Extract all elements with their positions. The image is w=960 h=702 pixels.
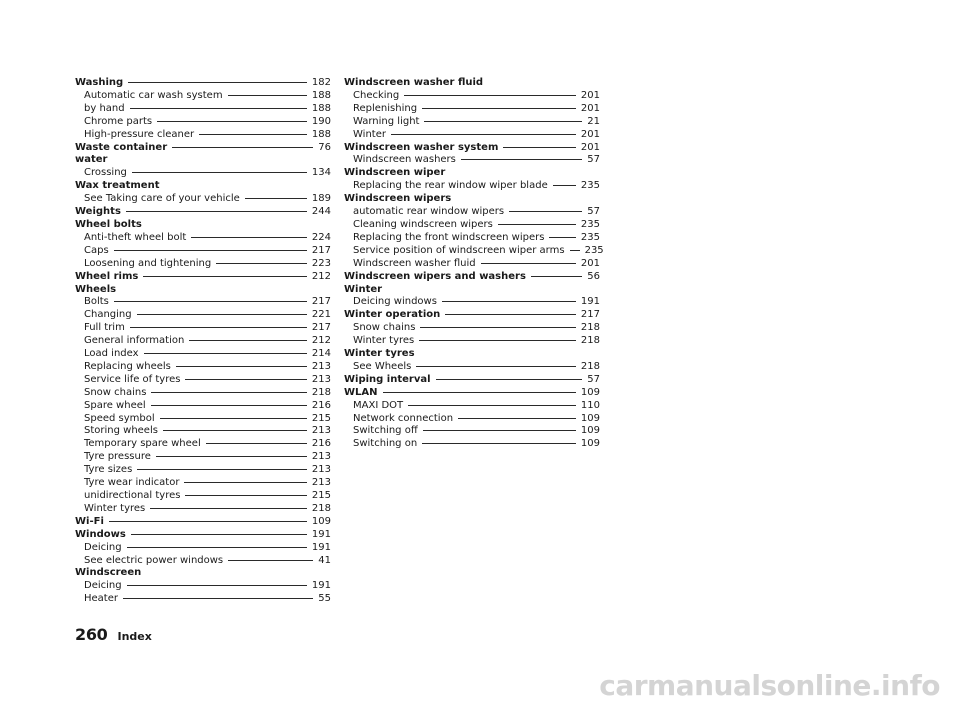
entry-term: Windscreen wipers bbox=[344, 193, 452, 205]
entry-term: Wheel bolts bbox=[75, 218, 142, 230]
leader-line bbox=[130, 327, 307, 328]
entry-page-number: 182 bbox=[311, 77, 331, 88]
entry-term: Wax treatment bbox=[75, 180, 160, 192]
entry-term: Winter operation bbox=[344, 309, 441, 321]
leader-line bbox=[419, 340, 576, 341]
leader-line bbox=[509, 211, 582, 212]
leader-line bbox=[422, 443, 576, 444]
entry-page-number: 188 bbox=[311, 102, 331, 114]
index-entry bbox=[75, 529, 331, 542]
index-entry bbox=[75, 374, 331, 387]
index-entry bbox=[344, 309, 600, 322]
index-entry bbox=[75, 542, 331, 555]
entry-page-number: 109 bbox=[580, 412, 600, 424]
index-entry bbox=[75, 387, 331, 400]
entry-term: Washing bbox=[75, 77, 124, 88]
entry-page-number: 224 bbox=[311, 231, 331, 243]
leader-line bbox=[109, 521, 307, 522]
index-entry bbox=[75, 245, 331, 258]
page-number: 260 bbox=[75, 625, 108, 644]
entry-term: Winter tyres bbox=[84, 502, 146, 514]
index-entry bbox=[75, 154, 331, 167]
entry-term: Speed symbol bbox=[84, 412, 155, 424]
entry-term: Chrome parts bbox=[84, 115, 153, 127]
index-entry bbox=[75, 322, 331, 335]
entry-term: Heater bbox=[84, 593, 118, 605]
entry-term: Wheel rims bbox=[75, 270, 139, 282]
index-entry bbox=[344, 142, 600, 155]
entry-term: Wiping interval bbox=[344, 373, 431, 385]
watermark: carmanualsonline.info bbox=[599, 669, 940, 702]
leader-line bbox=[383, 392, 576, 393]
entry-term: WLAN bbox=[344, 386, 378, 398]
entry-page-number: 235 bbox=[584, 244, 604, 256]
index-entry bbox=[75, 271, 331, 284]
entry-page-number: 41 bbox=[318, 554, 331, 566]
leader-line bbox=[137, 469, 307, 470]
entry-page-number: 213 bbox=[311, 477, 331, 489]
index-entry bbox=[75, 335, 331, 348]
entry-term: Switching off bbox=[353, 425, 418, 437]
entry-term: Wi-Fi bbox=[75, 515, 104, 527]
entry-page-number: 217 bbox=[311, 322, 331, 334]
leader-line bbox=[160, 418, 307, 419]
entry-term: See electric power windows bbox=[84, 554, 224, 566]
entry-page-number: 215 bbox=[311, 412, 331, 424]
leader-line bbox=[422, 108, 576, 109]
entry-page-number: 221 bbox=[311, 309, 331, 321]
index-entry bbox=[344, 232, 600, 245]
entry-page-number: 56 bbox=[587, 270, 600, 282]
entry-term: Windscreen wiper bbox=[344, 167, 446, 179]
index-entry bbox=[75, 348, 331, 361]
index-entry bbox=[75, 193, 331, 206]
entry-page-number: 191 bbox=[580, 296, 600, 308]
leader-line bbox=[408, 405, 576, 406]
entry-term: Windscreen washer fluid bbox=[344, 77, 484, 88]
entry-term: Warning light bbox=[353, 115, 420, 127]
index-entry bbox=[75, 90, 331, 103]
index-entry bbox=[344, 244, 604, 258]
entry-page-number: 218 bbox=[580, 360, 600, 372]
leader-line bbox=[163, 430, 307, 431]
index-entry bbox=[344, 400, 600, 413]
index-entry bbox=[344, 322, 600, 335]
index-entry bbox=[344, 90, 600, 103]
index-entry bbox=[344, 387, 600, 400]
leader-line bbox=[458, 418, 576, 419]
entry-term: Deicing bbox=[84, 541, 122, 553]
index-entry bbox=[75, 580, 331, 593]
index-entry bbox=[344, 425, 600, 438]
entry-page-number: 134 bbox=[311, 167, 331, 179]
index-column-right bbox=[344, 77, 604, 451]
entry-page-number: 212 bbox=[311, 270, 331, 282]
entry-term: automatic rear window wipers bbox=[353, 206, 505, 218]
leader-line bbox=[132, 172, 307, 173]
entry-term: Winter tyres bbox=[344, 348, 415, 360]
index-entry bbox=[75, 555, 331, 568]
index-entry bbox=[344, 413, 600, 426]
entry-term: Crossing bbox=[84, 167, 127, 179]
entry-term: Winter tyres bbox=[353, 335, 415, 347]
page-footer bbox=[75, 625, 152, 644]
entry-page-number: 201 bbox=[580, 128, 600, 140]
leader-line bbox=[549, 237, 575, 238]
index-entry bbox=[344, 296, 600, 309]
entry-term: Replacing the rear window wiper blade bbox=[353, 180, 548, 192]
leader-line bbox=[114, 250, 307, 251]
index-entry bbox=[75, 180, 331, 193]
entry-page-number: 217 bbox=[311, 296, 331, 308]
index-entry bbox=[75, 567, 331, 580]
entry-page-number: 214 bbox=[311, 348, 331, 360]
leader-line bbox=[130, 108, 307, 109]
leader-line bbox=[172, 147, 313, 148]
entry-term: by hand bbox=[84, 102, 125, 114]
leader-line bbox=[185, 495, 306, 496]
entry-page-number: 235 bbox=[580, 231, 600, 243]
entry-page-number: 218 bbox=[311, 386, 331, 398]
leader-line bbox=[461, 159, 582, 160]
entry-page-number: 215 bbox=[311, 490, 331, 501]
entry-page-number: 191 bbox=[311, 528, 331, 540]
index-entry bbox=[75, 309, 331, 322]
index-entry bbox=[344, 180, 600, 193]
entry-term: Storing wheels bbox=[84, 425, 158, 437]
index-entry bbox=[75, 438, 331, 451]
index-entry bbox=[75, 232, 331, 245]
leader-line bbox=[144, 353, 307, 354]
index-entry bbox=[75, 258, 331, 271]
entry-term: Windscreen washer system bbox=[344, 141, 499, 153]
entry-page-number: 216 bbox=[311, 438, 331, 450]
entry-page-number: 76 bbox=[318, 141, 331, 153]
leader-line bbox=[498, 224, 576, 225]
entry-page-number: 217 bbox=[311, 244, 331, 256]
index-entry bbox=[344, 193, 600, 206]
entry-page-number: 218 bbox=[580, 335, 600, 347]
index-entry bbox=[344, 438, 600, 451]
index-entry bbox=[344, 167, 600, 180]
index-entry bbox=[75, 464, 331, 477]
leader-line bbox=[151, 392, 306, 393]
leader-line bbox=[423, 430, 576, 431]
index-entry bbox=[344, 116, 600, 129]
index-entry bbox=[344, 129, 600, 142]
entry-term: Caps bbox=[84, 244, 109, 256]
leader-line bbox=[424, 121, 582, 122]
entry-page-number: 213 bbox=[311, 373, 331, 385]
index-entry bbox=[75, 206, 331, 219]
index-entry bbox=[344, 348, 600, 361]
entry-term: Waste container bbox=[75, 141, 168, 153]
entry-term: MAXI DOT bbox=[353, 399, 404, 411]
leader-line bbox=[189, 340, 307, 341]
entry-term: Tyre pressure bbox=[84, 451, 151, 463]
leader-line bbox=[176, 366, 307, 367]
entry-page-number: 109 bbox=[580, 386, 600, 398]
entry-term: Anti-theft wheel bolt bbox=[84, 231, 187, 243]
entry-term: Weights bbox=[75, 206, 121, 218]
leader-line bbox=[127, 547, 307, 548]
leader-line bbox=[151, 405, 307, 406]
entry-term: Cleaning windscreen wipers bbox=[353, 218, 493, 230]
leader-line bbox=[436, 379, 583, 380]
index-entry bbox=[344, 361, 600, 374]
entry-page-number: 235 bbox=[580, 180, 600, 192]
entry-page-number: 190 bbox=[311, 115, 331, 127]
index-entry bbox=[75, 413, 331, 426]
entry-term: Service position of windscreen wiper arms bbox=[353, 244, 565, 256]
entry-page-number: 191 bbox=[311, 541, 331, 553]
entry-page-number: 212 bbox=[311, 335, 331, 347]
entry-term: Windscreen wipers and washers bbox=[344, 270, 526, 282]
entry-page-number: 218 bbox=[580, 322, 600, 334]
leader-line bbox=[126, 211, 307, 212]
index-entry bbox=[344, 219, 600, 232]
leader-line bbox=[531, 276, 582, 277]
leader-line bbox=[481, 263, 576, 264]
index-entry bbox=[75, 167, 331, 180]
entry-term: Snow chains bbox=[353, 322, 416, 334]
entry-term: Tyre sizes bbox=[84, 464, 133, 476]
index-entry bbox=[75, 296, 331, 309]
entry-page-number: 201 bbox=[580, 257, 600, 269]
entry-term: Windows bbox=[75, 528, 126, 540]
entry-term: Network connection bbox=[353, 412, 454, 424]
entry-page-number: 21 bbox=[587, 115, 600, 127]
entry-page-number: 191 bbox=[311, 580, 331, 592]
entry-term: Snow chains bbox=[84, 386, 147, 398]
index-entry bbox=[75, 477, 331, 490]
index-entry bbox=[75, 593, 331, 606]
entry-page-number: 213 bbox=[311, 451, 331, 463]
leader-line bbox=[416, 366, 576, 367]
index-entry bbox=[344, 374, 600, 387]
entry-page-number: 109 bbox=[580, 425, 600, 437]
index-entry bbox=[75, 142, 331, 155]
leader-line bbox=[184, 482, 306, 483]
entry-page-number: 244 bbox=[311, 206, 331, 218]
entry-page-number: 218 bbox=[311, 502, 331, 514]
index-entry bbox=[75, 503, 331, 516]
index-entry bbox=[75, 451, 331, 464]
leader-line bbox=[442, 301, 576, 302]
index-entry bbox=[344, 77, 600, 90]
entry-page-number: 216 bbox=[311, 399, 331, 411]
index-entry bbox=[75, 219, 331, 232]
entry-page-number: 213 bbox=[311, 425, 331, 437]
leader-line bbox=[156, 456, 307, 457]
leader-line bbox=[420, 327, 575, 328]
entry-term: Replenishing bbox=[353, 102, 418, 114]
index-entry bbox=[344, 335, 600, 348]
leader-line bbox=[199, 134, 307, 135]
entry-term: Load index bbox=[84, 348, 139, 360]
index-entry bbox=[75, 400, 331, 413]
entry-page-number: 217 bbox=[580, 309, 600, 321]
entry-term: Windscreen washers bbox=[353, 154, 456, 166]
leader-line bbox=[216, 263, 307, 264]
leader-line bbox=[137, 314, 307, 315]
leader-line bbox=[131, 534, 307, 535]
entry-page-number: 201 bbox=[580, 141, 600, 153]
leader-line bbox=[114, 301, 307, 302]
entry-term: Switching on bbox=[353, 438, 418, 450]
index-entry bbox=[75, 425, 331, 438]
entry-term: unidirectional tyres bbox=[84, 490, 181, 501]
index-entry bbox=[75, 129, 331, 142]
index-entry bbox=[75, 77, 331, 90]
index-entry bbox=[344, 284, 600, 297]
leader-line bbox=[570, 250, 580, 251]
entry-term: Changing bbox=[84, 309, 132, 321]
entry-term: Winter bbox=[344, 283, 383, 295]
index-entry bbox=[75, 103, 331, 116]
entry-page-number: 201 bbox=[580, 89, 600, 101]
index-column-left bbox=[75, 77, 331, 606]
entry-page-number: 109 bbox=[311, 515, 331, 527]
entry-term: Wheels bbox=[75, 283, 117, 295]
leader-line bbox=[143, 276, 307, 277]
leader-line bbox=[228, 560, 313, 561]
entry-page-number: 55 bbox=[318, 593, 331, 605]
entry-page-number: 189 bbox=[311, 193, 331, 205]
leader-line bbox=[404, 95, 576, 96]
index-entry bbox=[75, 490, 331, 503]
leader-line bbox=[127, 585, 307, 586]
entry-term: Automatic car wash system bbox=[84, 89, 223, 101]
index-entry bbox=[344, 103, 600, 116]
entry-term: Replacing the front windscreen wipers bbox=[353, 231, 545, 243]
entry-page-number: 223 bbox=[311, 257, 331, 269]
leader-line bbox=[185, 379, 306, 380]
index-entry bbox=[75, 116, 331, 129]
index-entry bbox=[344, 271, 600, 284]
leader-line bbox=[150, 508, 307, 509]
leader-line bbox=[228, 95, 307, 96]
leader-line bbox=[245, 198, 307, 199]
entry-page-number: 213 bbox=[311, 360, 331, 372]
leader-line bbox=[123, 598, 313, 599]
section-label: Index bbox=[117, 630, 152, 643]
index-entry bbox=[75, 284, 331, 297]
entry-term: Winter bbox=[353, 128, 386, 140]
entry-term: Windscreen washer fluid bbox=[353, 257, 476, 269]
index-entry bbox=[344, 258, 600, 271]
entry-page-number: 188 bbox=[311, 128, 331, 140]
index-entry bbox=[75, 361, 331, 374]
entry-page-number: 213 bbox=[311, 464, 331, 476]
entry-term: Spare wheel bbox=[84, 399, 146, 411]
entry-page-number: 110 bbox=[580, 399, 600, 411]
leader-line bbox=[206, 443, 307, 444]
entry-term: water bbox=[75, 154, 108, 166]
leader-line bbox=[157, 121, 307, 122]
entry-term: Windscreen bbox=[75, 567, 142, 579]
index-entry bbox=[75, 516, 331, 529]
index-entry bbox=[344, 154, 600, 167]
leader-line bbox=[128, 82, 307, 83]
entry-term: Bolts bbox=[84, 296, 109, 308]
entry-term: Checking bbox=[353, 89, 400, 101]
leader-line bbox=[391, 134, 576, 135]
leader-line bbox=[503, 147, 576, 148]
entry-page-number: 57 bbox=[587, 373, 600, 385]
entry-page-number: 109 bbox=[580, 438, 600, 450]
entry-term: Temporary spare wheel bbox=[84, 438, 201, 450]
entry-term: Service life of tyres bbox=[84, 373, 181, 385]
entry-term: Tyre wear indicator bbox=[84, 477, 180, 489]
entry-term: Loosening and tightening bbox=[84, 257, 212, 269]
entry-page-number: 188 bbox=[311, 89, 331, 101]
entry-term: Deicing bbox=[84, 580, 122, 592]
index-entry bbox=[344, 206, 600, 219]
entry-page-number: 235 bbox=[580, 218, 600, 230]
entry-term: General information bbox=[84, 335, 185, 347]
entry-term: High-pressure cleaner bbox=[84, 128, 195, 140]
leader-line bbox=[445, 314, 576, 315]
entry-term: Replacing wheels bbox=[84, 360, 171, 372]
leader-line bbox=[553, 185, 576, 186]
entry-term: See Taking care of your vehicle bbox=[84, 193, 240, 205]
entry-term: Deicing windows bbox=[353, 296, 437, 308]
entry-term: See Wheels bbox=[353, 360, 412, 372]
entry-page-number: 201 bbox=[580, 102, 600, 114]
entry-term: Full trim bbox=[84, 322, 125, 334]
leader-line bbox=[191, 237, 307, 238]
entry-page-number: 57 bbox=[587, 154, 600, 166]
entry-page-number: 57 bbox=[587, 206, 600, 218]
